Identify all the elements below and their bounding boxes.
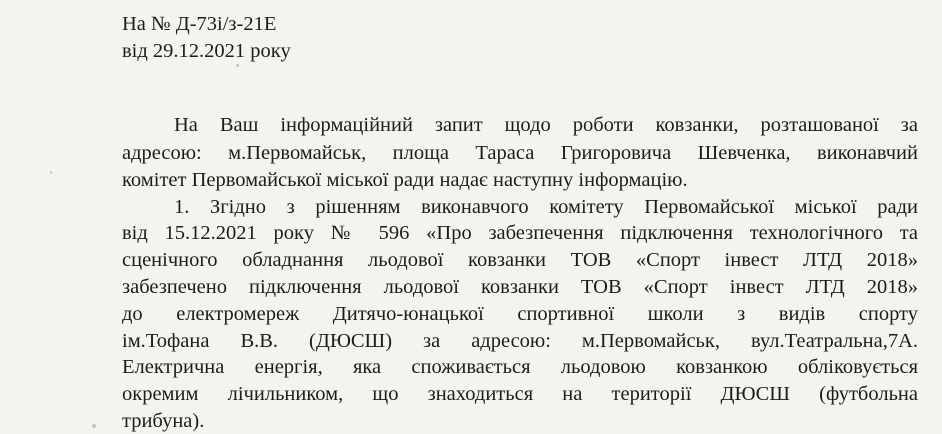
reference-number: На № Д-73і/з-21Е bbox=[122, 13, 277, 35]
scan-speck bbox=[92, 424, 96, 428]
scan-speck bbox=[50, 171, 52, 174]
paragraph-line: до електромереж Дитячо-юнацької спортивної школи з видів спорту bbox=[122, 303, 918, 325]
paragraph-line: забезпечено підключення льодової ковзанки ТОВ «Спорт інвест ЛТД 2018» bbox=[122, 276, 918, 298]
paragraph-line: адресою: м.Первомайськ, площа Тараса Григоровича Шевченка, виконавчий bbox=[122, 142, 918, 164]
reference-date: від 29.12.2021 року bbox=[122, 40, 291, 62]
paragraph-line: комітет Первомайської міської ради надає наступну інформацію. bbox=[122, 169, 688, 191]
scan-speck bbox=[236, 64, 239, 67]
paragraph-line: окремим лічильником, що знаходиться на території ДЮСШ (футбольна bbox=[122, 383, 918, 405]
paragraph-line: 1. Згідно з рішенням виконавчого комітету Первомайської міської ради bbox=[174, 196, 918, 218]
paragraph-line: сценічного обладнання льодової ковзанки ТОВ «Спорт інвест ЛТД 2018» bbox=[122, 249, 918, 271]
paragraph-line: Електрична енергія, яка споживається льодовою ковзанкою обліковується bbox=[122, 356, 918, 378]
paragraph-line: ім.Тофана В.В. (ДЮСШ) за адресою: м.Первомайськ, вул.Театральна,7А. bbox=[122, 330, 918, 352]
paragraph-line: трибуна). bbox=[122, 410, 205, 432]
paragraph-line: На Ваш інформаційний запит щодо роботи ковзанки, розташованої за bbox=[174, 114, 918, 136]
paragraph-line: від 15.12.2021 року № 596 «Про забезпечення підключення технологічного та bbox=[122, 222, 918, 244]
